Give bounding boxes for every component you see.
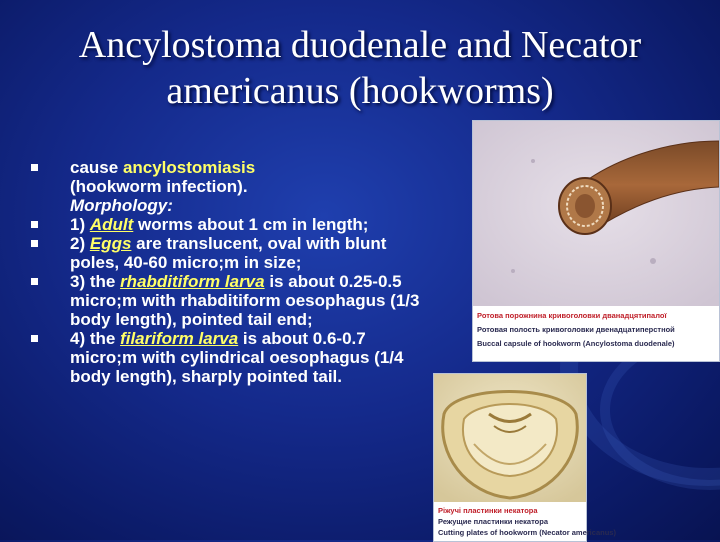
- bullet-text: are translucent, oval with blunt poles, 40-60 micro;m in size;: [70, 234, 387, 272]
- caption-russian: Режущие пластинки некатора: [438, 517, 549, 526]
- cutting-plates-photo: [433, 373, 616, 542]
- bullet-text: is about 0.6-0.7 micro;m with cylindrical oesophagus (1/4 body length), sharply pointed tail.: [70, 329, 404, 386]
- bullet-text: is about 0.25-0.5 micro;m with rhabditiform oesophagus (1/3 body length), pointed tail end;: [70, 272, 420, 329]
- bullet-text: 2): [70, 234, 90, 253]
- square-bullet-icon: [31, 335, 38, 342]
- title-line-1: Ancylostoma duodenale and Necator: [78, 24, 642, 66]
- square-bullet-icon: [31, 221, 38, 228]
- caption-ukrainian: Ріжучі пластинки некатора: [438, 506, 538, 515]
- square-bullet-icon: [31, 164, 38, 171]
- bullet-item: [28, 234, 428, 272]
- buccal-capsule-photo: [472, 120, 720, 362]
- bullet-item: [28, 158, 428, 215]
- highlight-term: Eggs: [89, 234, 132, 253]
- highlight-term: ancylostomiasis: [122, 158, 256, 177]
- bullet-item: [28, 329, 428, 386]
- highlight-term: rhabditiform larva: [120, 272, 265, 291]
- caption-russian: Ротовая полость кривоголовки двенадцатиперстной: [477, 325, 675, 334]
- caption-english: Buccal capsule of hookworm (Ancylostoma duodenale): [477, 339, 675, 348]
- square-bullet-icon: [31, 278, 38, 285]
- bullet-text: cause: [70, 158, 123, 177]
- bullet-text: worms about 1 cm in length;: [133, 215, 369, 234]
- slide-title: [20, 22, 700, 114]
- bullet-text: 3) the: [70, 272, 121, 291]
- highlight-term: filariform larva: [120, 329, 239, 348]
- bullet-list: [28, 158, 428, 386]
- highlight-term: Adult: [89, 215, 134, 234]
- bullet-item: [28, 272, 428, 329]
- necator-mouth-micrograph-icon: [434, 374, 586, 502]
- square-bullet-icon: [31, 240, 38, 247]
- bullet-text: 1): [70, 215, 90, 234]
- title-line-2: americanus (hookworms): [166, 70, 554, 112]
- hookworm-head-micrograph-icon: [473, 121, 719, 306]
- caption-english: Cutting plates of hookworm (Necator americanus): [438, 528, 616, 537]
- bullet-text: (hookworm infection).: [70, 177, 248, 196]
- bullet-item: [28, 215, 428, 234]
- bullet-text: 4) the: [70, 329, 121, 348]
- morphology-heading: Morphology:: [70, 196, 173, 215]
- caption-ukrainian: Ротова порожнина кривоголовки дванадцятипалої: [477, 311, 667, 320]
